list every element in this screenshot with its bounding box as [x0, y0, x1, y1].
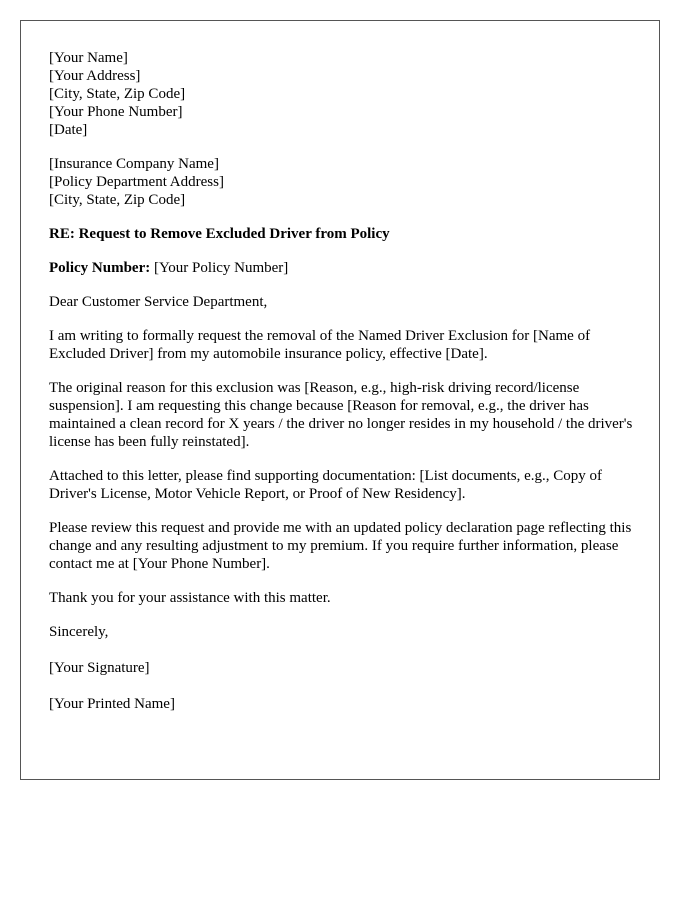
recipient-department-address: [Policy Department Address] [49, 174, 224, 190]
printed-name-placeholder: [Your Printed Name] [49, 696, 175, 712]
letter-date: [Date] [49, 122, 88, 138]
body-paragraph-review: Please review this request and provide me with an updated policy declaration page reflecting this change and any resulting adjustment to my premium. If you require further information, please contact me at [Your Phone Number]. [49, 520, 632, 572]
body-paragraph-documentation: Attached to this letter, please find supporting documentation: [List documents, e.g., Copy of Driver's License, Motor Vehicle Report, or Proof of New Residency]. [49, 468, 603, 502]
sender-name: [Your Name] [49, 50, 128, 66]
policy-number-label: Policy Number: [49, 260, 151, 276]
body-paragraph-reason: The original reason for this exclusion was [Reason, e.g., high-risk driving record/license suspension]. I am requesting this change because [Reason for removal, e.g., the driver has maintained a clean record for X years / the driver no longer resides in my household / the driver's license has been fully reinstated]. [49, 380, 633, 450]
body-paragraph-thanks: Thank you for your assistance with this matter. [49, 590, 331, 606]
subject-line: RE: Request to Remove Excluded Driver from Policy [49, 226, 390, 242]
closing-block [49, 623, 639, 713]
policy-number-line [49, 259, 639, 277]
letter-body [49, 49, 639, 731]
policy-number-value: [Your Policy Number] [150, 260, 289, 276]
recipient-city-state-zip: [City, State, Zip Code] [49, 192, 186, 208]
sender-city-state-zip: [City, State, Zip Code] [49, 86, 186, 102]
body-paragraph-request: I am writing to formally request the removal of the Named Driver Exclusion for [Name of Excluded Driver] from my automobile insurance policy, effective [Date]. [49, 328, 591, 362]
recipient-address-block [49, 155, 639, 209]
sender-phone: [Your Phone Number] [49, 104, 183, 120]
sender-address: [Your Address] [49, 68, 141, 84]
recipient-company: [Insurance Company Name] [49, 156, 219, 172]
sender-address-block [49, 49, 639, 139]
valediction: Sincerely, [49, 624, 109, 640]
letter-page [20, 20, 660, 780]
salutation: Dear Customer Service Department, [49, 294, 268, 310]
signature-placeholder: [Your Signature] [49, 660, 150, 676]
